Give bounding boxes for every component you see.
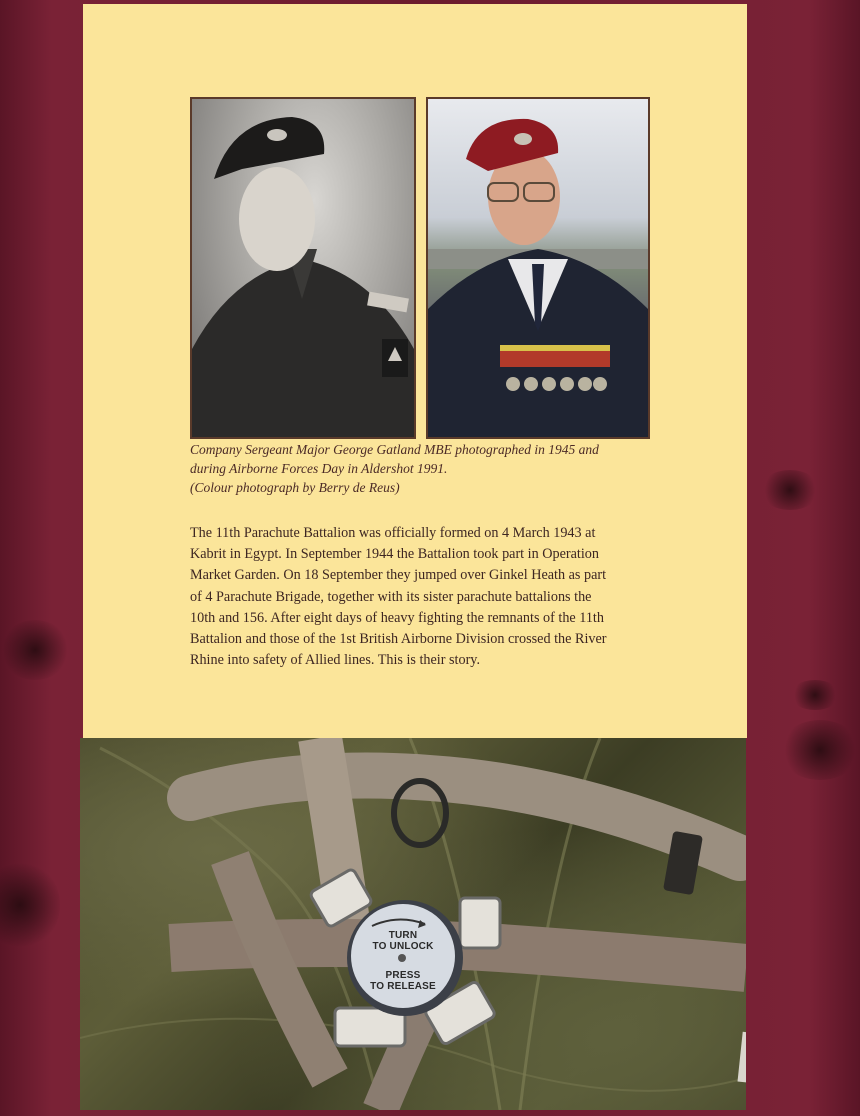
- battalion-blurb: [190, 523, 660, 671]
- release-box-bottom-label: [368, 970, 438, 992]
- cover-stain: [790, 680, 840, 710]
- blurb-line: The 11th Parachute Battalion was officially formed on 4 March 1943 at: [190, 525, 596, 541]
- cover-stain: [0, 620, 70, 680]
- caption-line: during Airborne Forces Day in Aldershot 1991.: [190, 461, 448, 476]
- blurb-line: Rhine into safety of Allied lines. This is their story.: [190, 652, 481, 669]
- blurb-line: Market Garden. On 18 September they jumped over Ginkel Heath as part: [190, 567, 607, 584]
- soldier-portrait-illustration: [192, 99, 414, 437]
- blurb-line: 10th and 156. After eight days of heavy fighting the remnants of the 11th: [190, 609, 604, 626]
- release-label-line: TO UNLOCK: [372, 941, 434, 952]
- parachute-harness-photo: [80, 738, 746, 1110]
- cover-stain: [780, 720, 860, 780]
- blurb-line: Kabrit in Egypt. In September 1944 the Battalion took part in Operation: [190, 546, 599, 563]
- caption-line: Company Sergeant Major George Gatland MBE photographed in 1945 and: [190, 442, 599, 457]
- harness-illustration: [80, 738, 746, 1110]
- portrait-photo-1991: [426, 97, 650, 439]
- cover-stain: [760, 470, 820, 510]
- veteran-portrait-illustration: [428, 99, 648, 437]
- blurb-line: of 4 Parachute Brigade, together with its sister parachute battalions the: [190, 588, 592, 605]
- photo-caption: [190, 440, 660, 497]
- blurb-line: Battalion and those of the 1st British Airborne Division crossed the River: [190, 631, 607, 648]
- release-label-line: TO RELEASE: [370, 981, 436, 992]
- caption-line: (Colour photograph by Berry de Reus): [190, 480, 400, 495]
- portrait-photo-1945: [190, 97, 416, 439]
- release-box-top-label: [368, 930, 438, 952]
- release-label-line: PRESS: [385, 970, 421, 981]
- release-label-line: TURN: [388, 930, 418, 941]
